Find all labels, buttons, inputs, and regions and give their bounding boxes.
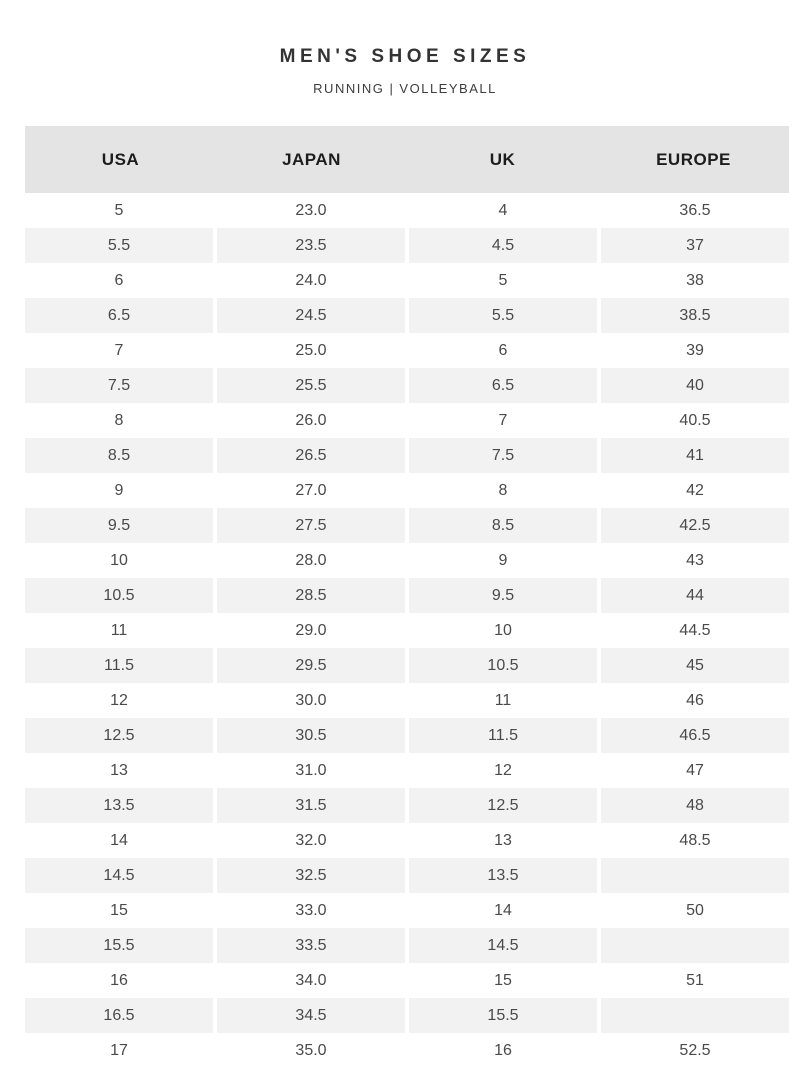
cell-japan: 25.5: [217, 368, 405, 403]
cell-japan: 30.0: [295, 691, 327, 709]
cell-usa: 7.5: [25, 368, 213, 403]
cell-europe: 37: [601, 228, 789, 263]
cell-europe: 36.5: [679, 201, 711, 219]
cell-usa: 12: [110, 691, 128, 709]
cell-uk: 15.5: [409, 998, 597, 1033]
table-row: [25, 263, 789, 298]
cell-japan: 29.5: [217, 648, 405, 683]
cell-usa: 11: [110, 621, 128, 639]
cell-japan: 29.0: [295, 621, 327, 639]
table-row: [25, 648, 789, 683]
cell-usa: 9: [114, 481, 124, 499]
table-row: [25, 578, 789, 613]
cell-usa: 13: [110, 761, 128, 779]
table-row: [25, 298, 789, 333]
cell-europe: 51: [686, 971, 704, 989]
cell-uk: 9: [498, 551, 508, 569]
page-subtitle: RUNNING | VOLLEYBALL: [313, 81, 497, 96]
cell-japan: 33.0: [295, 901, 327, 919]
size-table: [25, 126, 789, 1068]
cell-usa: 11.5: [25, 648, 213, 683]
cell-japan: 28.0: [295, 551, 327, 569]
table-row: [25, 718, 789, 753]
cell-uk: 5: [498, 271, 508, 289]
cell-japan: 32.0: [295, 831, 327, 849]
cell-europe: 44.5: [679, 621, 711, 639]
cell-usa: 6: [114, 271, 124, 289]
table-row: [25, 998, 789, 1033]
cell-usa: 12.5: [25, 718, 213, 753]
cell-uk: 10.5: [409, 648, 597, 683]
cell-uk: 5.5: [409, 298, 597, 333]
table-row: [25, 753, 789, 788]
table-row: [25, 438, 789, 473]
cell-usa: 9.5: [25, 508, 213, 543]
table-row: [25, 858, 789, 893]
cell-europe: [601, 998, 789, 1033]
cell-usa: 15: [110, 901, 128, 919]
cell-uk: 12: [494, 761, 512, 779]
cell-europe: 47: [686, 761, 704, 779]
cell-europe: 52.5: [679, 1041, 711, 1059]
table-row: [25, 508, 789, 543]
cell-uk: 7: [498, 411, 508, 429]
cell-europe: [601, 858, 789, 893]
cell-japan: 27.5: [217, 508, 405, 543]
cell-uk: 4: [498, 201, 508, 219]
table-row: [25, 228, 789, 263]
cell-usa: 13.5: [25, 788, 213, 823]
cell-japan: 23.0: [295, 201, 327, 219]
table-row: [25, 823, 789, 858]
cell-japan: 31.0: [295, 761, 327, 779]
cell-europe: 38.5: [601, 298, 789, 333]
cell-europe: 46.5: [601, 718, 789, 753]
cell-uk: 16: [494, 1041, 512, 1059]
cell-europe: 44: [601, 578, 789, 613]
cell-europe: 50: [686, 901, 704, 919]
column-header-usa: USA: [101, 149, 140, 169]
cell-usa: 14.5: [25, 858, 213, 893]
cell-japan: 28.5: [217, 578, 405, 613]
column-header-europe: EUROPE: [656, 149, 731, 169]
cell-uk: 9.5: [409, 578, 597, 613]
cell-uk: 8.5: [409, 508, 597, 543]
cell-uk: 14: [494, 901, 512, 919]
table-row: [25, 893, 789, 928]
cell-uk: 7.5: [409, 438, 597, 473]
cell-usa: 5: [114, 201, 124, 219]
cell-uk: 10: [494, 621, 512, 639]
table-row: [25, 473, 789, 508]
cell-europe: 43: [686, 551, 704, 569]
cell-usa: 8: [114, 411, 124, 429]
cell-uk: 11.5: [409, 718, 597, 753]
cell-uk: 6.5: [409, 368, 597, 403]
cell-uk: 8: [498, 481, 508, 499]
cell-japan: 33.5: [217, 928, 405, 963]
table-row: [25, 788, 789, 823]
cell-usa: 16: [110, 971, 128, 989]
cell-japan: 26.5: [217, 438, 405, 473]
cell-europe: 48.5: [679, 831, 711, 849]
cell-uk: 15: [494, 971, 512, 989]
table-row: [25, 403, 789, 438]
cell-europe: 40.5: [679, 411, 711, 429]
cell-uk: 12.5: [409, 788, 597, 823]
cell-europe: [601, 928, 789, 963]
size-table-header-row: [25, 126, 789, 193]
table-row: [25, 683, 789, 718]
cell-japan: 23.5: [217, 228, 405, 263]
column-header-japan: JAPAN: [282, 149, 341, 169]
cell-europe: 41: [601, 438, 789, 473]
table-row: [25, 928, 789, 963]
cell-usa: 7: [114, 341, 124, 359]
cell-japan: 25.0: [295, 341, 327, 359]
cell-japan: 26.0: [295, 411, 327, 429]
table-row: [25, 368, 789, 403]
size-table-body: [25, 193, 789, 1068]
cell-japan: 27.0: [295, 481, 327, 499]
cell-japan: 24.0: [295, 271, 327, 289]
cell-europe: 38: [686, 271, 704, 289]
cell-japan: 34.5: [217, 998, 405, 1033]
cell-usa: 16.5: [25, 998, 213, 1033]
cell-usa: 8.5: [25, 438, 213, 473]
cell-japan: 34.0: [295, 971, 327, 989]
cell-usa: 10.5: [25, 578, 213, 613]
table-row: [25, 333, 789, 368]
cell-japan: 32.5: [217, 858, 405, 893]
column-header-uk: UK: [489, 149, 516, 169]
cell-usa: 17: [110, 1041, 128, 1059]
cell-usa: 10: [110, 551, 128, 569]
cell-usa: 14: [110, 831, 128, 849]
cell-usa: 5.5: [25, 228, 213, 263]
cell-uk: 14.5: [409, 928, 597, 963]
cell-uk: 13.5: [409, 858, 597, 893]
table-row: [25, 963, 789, 998]
table-row: [25, 193, 789, 228]
cell-japan: 35.0: [295, 1041, 327, 1059]
table-row: [25, 543, 789, 578]
cell-europe: 46: [686, 691, 704, 709]
cell-europe: 48: [601, 788, 789, 823]
cell-japan: 31.5: [217, 788, 405, 823]
cell-europe: 45: [601, 648, 789, 683]
cell-europe: 39: [686, 341, 704, 359]
table-row: [25, 613, 789, 648]
cell-europe: 40: [601, 368, 789, 403]
cell-usa: 6.5: [25, 298, 213, 333]
cell-japan: 30.5: [217, 718, 405, 753]
cell-uk: 4.5: [409, 228, 597, 263]
cell-europe: 42: [686, 481, 704, 499]
cell-usa: 15.5: [25, 928, 213, 963]
cell-uk: 13: [494, 831, 512, 849]
cell-europe: 42.5: [601, 508, 789, 543]
cell-uk: 11: [494, 691, 512, 709]
cell-japan: 24.5: [217, 298, 405, 333]
cell-uk: 6: [498, 341, 508, 359]
table-row: [25, 1033, 789, 1068]
page-title: MEN'S SHOE SIZES: [279, 46, 531, 67]
